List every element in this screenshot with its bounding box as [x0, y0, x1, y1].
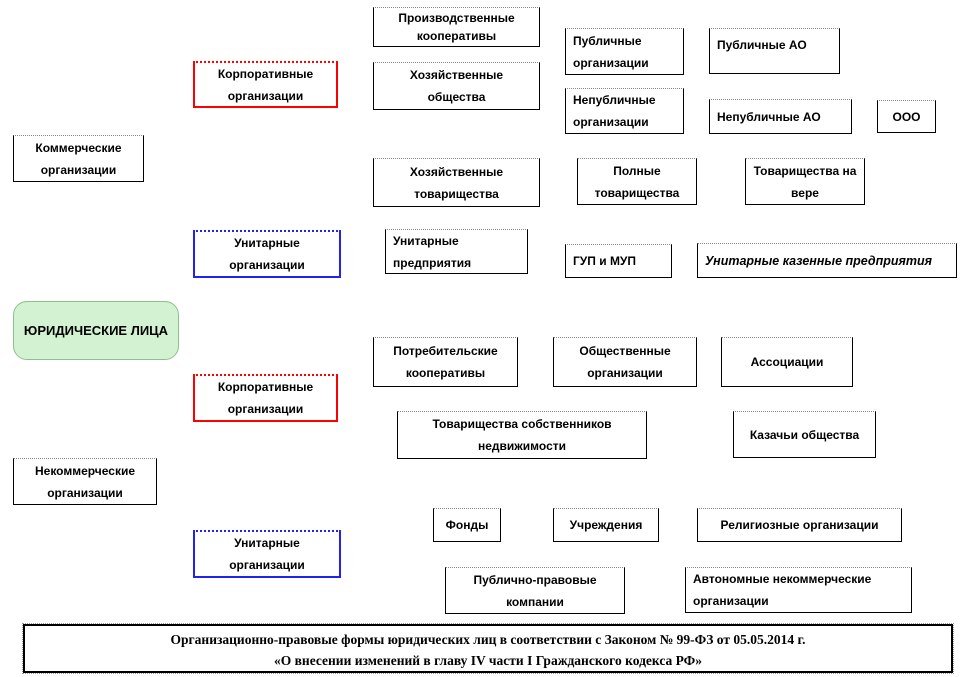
node-label-associations: Ассоциации — [750, 355, 824, 369]
node-public-law-companies — [445, 567, 625, 614]
node-label-corporate-organizations-commercial: Корпоративные организации — [217, 66, 314, 103]
node-nonpublic-ao — [709, 99, 852, 134]
node-label-public-law-companies: Публично-правовые компании — [473, 572, 597, 609]
node-ooo — [877, 100, 936, 133]
node-label-institutions: Учреждения — [569, 518, 643, 532]
node-corporate-organizations-commercial — [193, 61, 338, 108]
node-label-legal-entities: ЮРИДИЧЕСКИЕ ЛИЦА — [23, 322, 169, 338]
node-label-production-cooperatives: Производственные кооперативы — [398, 11, 515, 43]
node-corporate-organizations-noncommercial — [193, 374, 338, 422]
node-label-corporate-organizations-noncommercial: Корпоративные организации — [217, 380, 314, 416]
node-label-cossack-societies: Казачьи общества — [749, 427, 860, 442]
node-unitary-state-enterprises — [697, 243, 957, 278]
node-economic-partnerships — [373, 158, 540, 207]
node-noncommercial-organizations — [13, 458, 157, 505]
node-associations — [721, 337, 853, 387]
node-label-noncommercial-organizations: Некоммерческие организации — [34, 463, 136, 500]
node-property-owners-partnerships — [397, 411, 647, 459]
node-production-cooperatives — [373, 7, 540, 47]
caption-line-2: «О внесении изменений в главу IV части I Гражданского кодекса РФ» — [274, 653, 702, 668]
node-cossack-societies — [733, 411, 876, 458]
node-label-public-organizations: Публичные организации — [573, 33, 649, 70]
node-label-economic-societies: Хозяйственные общества — [409, 68, 504, 104]
node-autonomous-noncommercial-organizations — [685, 567, 912, 613]
node-label-public-ao: Публичные АО — [717, 38, 807, 52]
node-consumer-cooperatives — [373, 337, 518, 387]
node-label-gup-mup: ГУП и МУП — [573, 254, 637, 268]
node-label-full-partnerships: Полные товарищества — [594, 163, 680, 200]
node-commercial-organizations — [13, 135, 144, 182]
node-partnerships-on-faith — [745, 158, 865, 205]
node-gup-mup — [565, 244, 672, 278]
node-public-ao — [709, 28, 840, 74]
node-religious-organizations — [697, 508, 902, 542]
node-institutions — [553, 508, 659, 542]
node-economic-societies — [373, 62, 540, 110]
node-funds — [433, 508, 501, 542]
node-label-partnerships-on-faith: Товарищества на вере — [753, 163, 857, 200]
node-label-nonpublic-ao: Непубличные АО — [717, 109, 821, 124]
node-label-religious-organizations: Религиозные организации — [720, 518, 879, 532]
node-label-property-owners-partnerships: Товарищества собственников недвижимости — [432, 417, 612, 453]
node-label-autonomous-noncommercial-organizations: Автономные некоммерческие организации — [693, 572, 872, 608]
node-label-social-organizations: Общественные организации — [579, 344, 671, 380]
node-label-nonpublic-organizations: Непубличные организации — [573, 93, 656, 129]
node-label-ooo: ООО — [892, 109, 921, 124]
node-unitary-enterprises — [385, 229, 528, 274]
node-label-consumer-cooperatives: Потребительские кооперативы — [393, 344, 498, 380]
node-label-unitary-state-enterprises: Унитарные казенные предприятия — [705, 253, 932, 268]
node-label-funds: Фонды — [445, 518, 489, 532]
node-label-unitary-organizations-commercial: Унитарные организации — [229, 236, 305, 272]
node-unitary-organizations-noncommercial — [193, 530, 341, 578]
node-label-commercial-organizations: Коммерческие организации — [35, 140, 122, 177]
node-full-partnerships — [577, 158, 697, 205]
node-legal-entities — [13, 301, 179, 360]
node-label-economic-partnerships: Хозяйственные товарищества — [409, 164, 504, 201]
node-public-organizations — [565, 28, 684, 75]
node-unitary-organizations-commercial — [193, 230, 341, 278]
caption-line-1: Организационно-правовые формы юридических лиц в соответствии с Законом № 99-ФЗ от 05.05.2014 г. — [170, 632, 806, 647]
node-social-organizations — [553, 337, 697, 387]
node-label-unitary-organizations-noncommercial: Унитарные организации — [229, 536, 305, 572]
node-label-unitary-enterprises: Унитарные предприятия — [393, 233, 472, 270]
node-nonpublic-organizations — [565, 88, 684, 134]
caption — [23, 624, 953, 673]
